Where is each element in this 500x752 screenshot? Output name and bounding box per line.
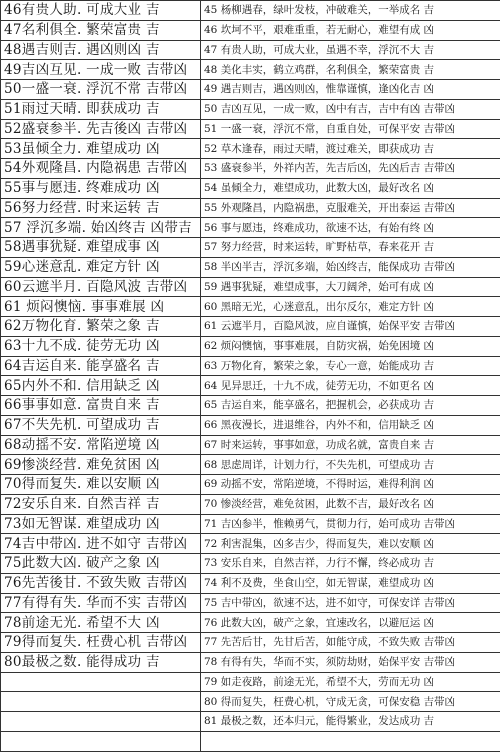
table-row	[1, 376, 500, 396]
right-entry-cell: 57 努力经营，时来运转，旷野枯草，春来花开 吉	[201, 238, 500, 258]
left-entry-cell: 78前途无光. 希望不大 凶	[1, 613, 201, 633]
left-entry-cell: 66事事如意. 富贵自来 吉	[1, 396, 201, 416]
left-entry-cell: 68动摇不安. 常陷逆境 凶	[1, 435, 201, 455]
table-row	[1, 178, 500, 198]
table-row	[1, 455, 500, 475]
right-entry-cell: 72 利害混集，凶多吉少，得而复失，难以安顺 凶	[201, 534, 500, 554]
left-entry-cell: 59心迷意乱. 难定方针 凶	[1, 257, 201, 277]
right-entry-cell: 60 黑暗无光，心迷意乱，出尔反尔，难定方针 凶	[201, 297, 500, 317]
table-row	[1, 80, 500, 100]
left-entry-cell: 57 浮沉多端. 始凶终吉 凶带吉	[1, 218, 201, 238]
left-entry-cell: 74吉中带凶. 进不如守 吉带凶	[1, 534, 201, 554]
table-row	[1, 514, 500, 534]
table-row	[1, 159, 500, 179]
left-entry-cell: 46有贵人助. 可成大业 吉	[1, 1, 201, 21]
left-entry-cell: 58遇事犹疑. 难望成事 凶	[1, 238, 201, 258]
left-entry-cell: 49吉凶互见. 一成一败 吉带凶	[1, 60, 201, 80]
table-row	[1, 415, 500, 435]
left-entry-cell: 51雨过天晴. 即获成功 吉	[1, 99, 201, 119]
left-entry-cell: 72安乐自来. 自然吉祥 吉	[1, 494, 201, 514]
table-row	[1, 218, 500, 238]
table-row	[1, 534, 500, 554]
left-entry-cell: 64吉运自来. 能享盛名 吉	[1, 356, 201, 376]
right-entry-cell: 77 先苦后甘，先甘后苦，如能守成，不致失败 吉带凶	[201, 633, 500, 653]
table-row	[1, 60, 500, 80]
left-entry-cell	[1, 692, 201, 712]
right-entry-cell: 49 遇吉则吉，遇凶则凶，惟靠谨慎，逢凶化吉 凶	[201, 80, 500, 100]
right-entry-cell: 56 事与愿违，终难成功，欲速不达，有始有终 凶	[201, 218, 500, 238]
right-entry-cell: 50 吉凶互见，一成一败，凶中有吉，吉中有凶 吉带凶	[201, 99, 500, 119]
left-entry-cell: 77有得有失. 华而不实 吉带凶	[1, 593, 201, 613]
right-entry-cell: 54 虽倾全力，难望成功，此数大凶，最好改名 凶	[201, 178, 500, 198]
table-row	[1, 356, 500, 376]
right-entry-cell: 73 安乐自来，自然吉祥，力行不懈，终必成功 吉	[201, 554, 500, 574]
right-entry-cell	[201, 731, 500, 751]
table-row	[1, 712, 500, 732]
table-row	[1, 396, 500, 416]
table-row	[1, 277, 500, 297]
right-entry-cell: 47 有贵人助，可成大业，虽遇不幸，浮沉不大 吉	[201, 40, 500, 60]
table-row	[1, 652, 500, 672]
table-row	[1, 475, 500, 495]
right-entry-cell: 64 见异思迁，十九不成，徒劳无功，不如更名 凶	[201, 376, 500, 396]
left-entry-cell: 76先苦後甘. 不致失败 吉带凶	[1, 573, 201, 593]
table-row	[1, 198, 500, 218]
left-entry-cell: 65内外不和. 信用缺乏 凶	[1, 376, 201, 396]
table-row	[1, 494, 500, 514]
left-entry-cell: 55事与愿违. 终难成功 凶	[1, 178, 201, 198]
right-entry-cell: 62 烦闷懊恼，事事难展，自防灾祸，始免困境 凶	[201, 336, 500, 356]
right-entry-cell: 46 坎坷不平，艰难重重，若无耐心，难望有成 凶	[201, 20, 500, 40]
right-entry-cell: 80 得而复失，枉费心机，守成无贪，可保安稳 吉带凶	[201, 692, 500, 712]
table-row	[1, 40, 500, 60]
table-row	[1, 238, 500, 258]
left-entry-cell: 60云遮半月. 百隐风波 吉带凶	[1, 277, 201, 297]
left-entry-cell: 53虽倾全力. 难望成功 凶	[1, 139, 201, 159]
right-entry-cell: 63 万物化育，繁荣之象，专心一意，始能成功 吉	[201, 356, 500, 376]
table-row	[1, 297, 500, 317]
left-entry-cell: 69惨淡经营. 难免贫困 凶	[1, 455, 201, 475]
left-entry-cell: 80最极之数. 能得成功 吉	[1, 652, 201, 672]
left-entry-cell: 75此数大凶. 破产之象 凶	[1, 554, 201, 574]
left-entry-cell: 62万物化育. 繁荣之象 吉	[1, 317, 201, 337]
left-entry-cell: 73如无智谋. 难望成功 凶	[1, 514, 201, 534]
left-entry-cell: 79得而复失. 枉费心机 吉带凶	[1, 633, 201, 653]
right-entry-cell: 52 草木逢春，雨过天晴，渡过难关，即获成功 吉	[201, 139, 500, 159]
table-row	[1, 257, 500, 277]
right-entry-cell: 48 美化丰实，鹤立鸡群，名利俱全，繁荣富贵 吉	[201, 60, 500, 80]
right-entry-cell: 58 半凶半吉，浮沉多端，始凶终吉，能保成功 吉带凶	[201, 257, 500, 277]
table-row	[1, 99, 500, 119]
right-entry-cell: 71 吉凶参半，惟赖勇气，贯彻力行，始可成功 吉带凶	[201, 514, 500, 534]
left-entry-cell	[1, 731, 201, 751]
left-entry-cell: 67不失先机. 可望成功 吉	[1, 415, 201, 435]
right-entry-cell: 74 利不及费，坐食山空，如无智谋，难望成功 凶	[201, 573, 500, 593]
table-row	[1, 633, 500, 653]
table-row	[1, 554, 500, 574]
left-entry-cell	[1, 672, 201, 692]
right-entry-cell: 53 盛衰参半，外祥内苦，先吉后凶，先凶后吉 吉带凶	[201, 159, 500, 179]
left-entry-cell: 48遇吉则吉. 遇凶则凶 吉	[1, 40, 201, 60]
right-entry-cell: 76 此数大凶，破产之象，宜速改名，以避厄运 凶	[201, 613, 500, 633]
right-entry-cell: 70 惨淡经营，难免贫困，此数不吉，最好改名 凶	[201, 494, 500, 514]
left-entry-cell: 50一盛一衰. 浮沉不常 吉带凶	[1, 80, 201, 100]
right-entry-cell: 61 云遮半月，百隐风波，应自谨慎，始保平安 吉带凶	[201, 317, 500, 337]
right-entry-cell: 59 遇事犹疑，难望成事，大刀阔斧，始可有成 凶	[201, 277, 500, 297]
left-entry-cell	[1, 712, 201, 732]
table-row	[1, 573, 500, 593]
left-entry-cell: 70得而复失. 难以安顺 凶	[1, 475, 201, 495]
left-entry-cell: 52盛衰参半. 先吉後凶 吉带凶	[1, 119, 201, 139]
right-entry-cell: 69 动摇不安，常陷逆境，不得时运，难得利润 凶	[201, 475, 500, 495]
table-row	[1, 692, 500, 712]
table-row	[1, 672, 500, 692]
right-entry-cell: 66 黑夜漫长，进退维谷，内外不和，信用缺乏 凶	[201, 415, 500, 435]
right-entry-cell: 75 吉中带凶，欲速不达，进不如守，可保安详 吉带凶	[201, 593, 500, 613]
table-row	[1, 336, 500, 356]
right-entry-cell: 65 吉运自来，能享盛名，把握机会，必获成功 吉	[201, 396, 500, 416]
table-row	[1, 1, 500, 21]
left-entry-cell: 61 烦闷懊恼. 事事难展 凶	[1, 297, 201, 317]
table-row	[1, 613, 500, 633]
right-entry-cell: 79 如走夜路，前途无光，希望不大，劳而无功 凶	[201, 672, 500, 692]
table-row	[1, 731, 500, 751]
right-entry-cell: 67 时来运转，事事如意，功成名就，富贵自来 吉	[201, 435, 500, 455]
table-row	[1, 435, 500, 455]
table-row	[1, 119, 500, 139]
right-entry-cell: 81 最极之数，还本归元，能得繁业，发达成功 吉	[201, 712, 500, 732]
left-entry-cell: 54外观隆昌. 内隐祸患 吉带凶	[1, 159, 201, 179]
left-entry-cell: 56努力经营. 时来运转 吉	[1, 198, 201, 218]
left-entry-cell: 63十九不成. 徒劳无功 凶	[1, 336, 201, 356]
right-entry-cell: 78 有得有失，华而不实，须防劫财，始保平安 吉带凶	[201, 652, 500, 672]
table-row	[1, 139, 500, 159]
right-entry-cell: 68 思虑周详，计划力行，不失先机，可望成功 吉	[201, 455, 500, 475]
right-entry-cell: 45 杨柳遇春，绿叶发枝，冲破难关，一举成名 吉	[201, 1, 500, 21]
left-entry-cell: 47名利俱全. 繁荣富贵 吉	[1, 20, 201, 40]
table-row	[1, 317, 500, 337]
table-row	[1, 20, 500, 40]
right-entry-cell: 55 外观隆昌，内隐祸患，克服难关，开出泰运 吉带凶	[201, 198, 500, 218]
table-row	[1, 593, 500, 613]
right-entry-cell: 51 一盛一衰，浮沉不常，自重自处，可保平安 吉带凶	[201, 119, 500, 139]
